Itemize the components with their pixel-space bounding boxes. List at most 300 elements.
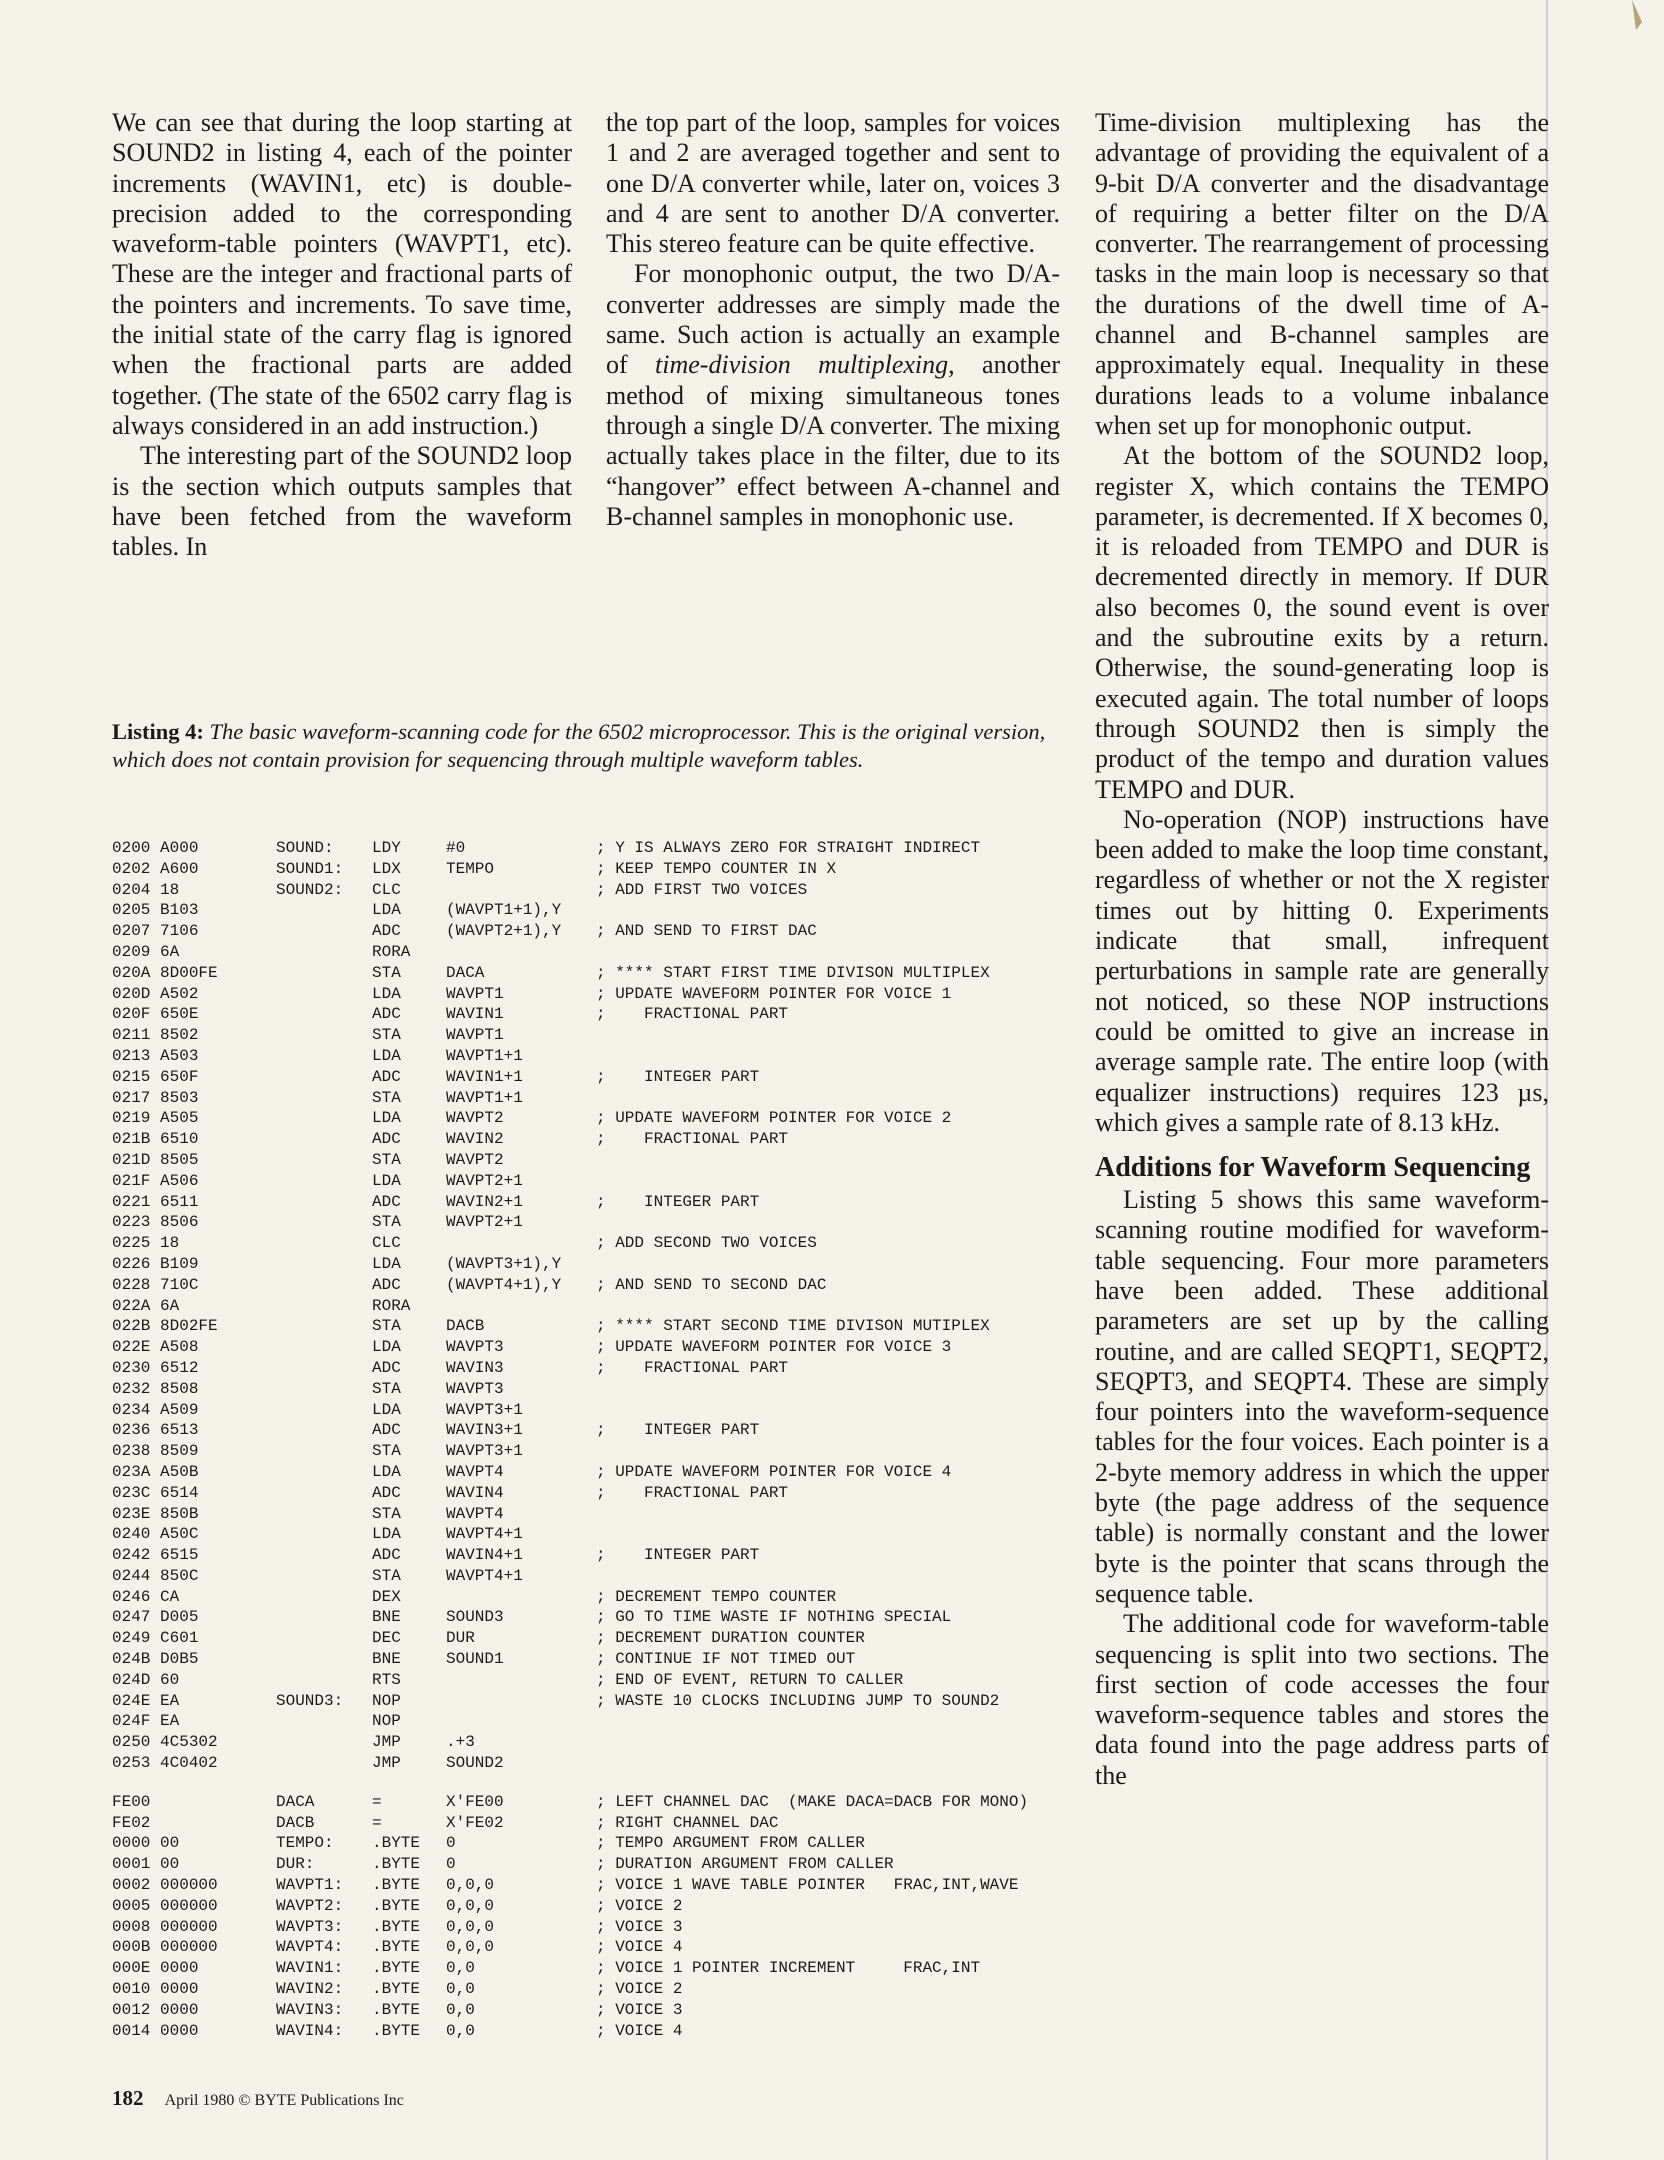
code-comment: ; FRACTIONAL PART xyxy=(596,1358,789,1377)
code-comment: ; UPDATE WAVEFORM POINTER FOR VOICE 4 xyxy=(596,1462,952,1481)
code-label: SOUND: xyxy=(276,839,334,857)
code-label xyxy=(276,1275,372,1296)
page-corner-mark xyxy=(1620,0,1664,60)
code-address: 0223 8506 xyxy=(112,1213,199,1232)
text-column-1 xyxy=(112,108,572,562)
code-line xyxy=(112,1833,1072,1854)
code-operand: WAVPT3+1 xyxy=(446,1400,523,1419)
code-comment: ; KEEP TEMPO COUNTER IN X xyxy=(596,859,837,878)
code-label: WAVPT4: xyxy=(276,1938,344,1957)
code-label xyxy=(276,1025,372,1046)
code-label: WAVPT3: xyxy=(276,1917,344,1936)
code-opcode: LDA xyxy=(372,901,401,920)
code-comment: ; AND SEND TO FIRST DAC xyxy=(596,922,817,941)
code-line xyxy=(112,1691,1072,1712)
code-line xyxy=(112,1233,1072,1254)
code-operand: WAVIN1 xyxy=(446,1005,504,1024)
code-label xyxy=(276,1316,372,1337)
code-line xyxy=(112,1337,1072,1358)
code-address: 0234 A509 xyxy=(112,1400,199,1419)
code-address: 0253 4C0402 xyxy=(112,1754,218,1773)
code-label xyxy=(276,984,372,1005)
code-comment xyxy=(596,1046,1072,1067)
code-label xyxy=(276,1233,372,1254)
code-comment: ; AND SEND TO SECOND DAC xyxy=(596,1275,827,1294)
code-opcode: LDA xyxy=(372,1525,401,1544)
code-operand: WAVIN3 xyxy=(446,1358,504,1377)
code-line xyxy=(112,1088,1072,1109)
code-line xyxy=(112,1108,1072,1129)
code-label: DACA xyxy=(276,1792,315,1811)
code-line xyxy=(112,1566,1072,1587)
code-line xyxy=(112,1275,1072,1296)
code-label: SOUND3: xyxy=(276,1691,344,1710)
code-address: 0240 A50C xyxy=(112,1525,199,1544)
code-opcode: CLC xyxy=(372,1234,401,1253)
code-line xyxy=(112,1129,1072,1150)
code-line xyxy=(112,1025,1072,1046)
code-line xyxy=(112,984,1072,1005)
code-operand: WAVPT2+1 xyxy=(446,1171,523,1190)
code-operand: WAVPT3 xyxy=(446,1338,504,1357)
code-line xyxy=(112,1379,1072,1400)
code-comment: ; FRACTIONAL PART xyxy=(596,1005,789,1024)
code-operand: WAVPT3 xyxy=(446,1379,504,1398)
code-address: 023A A50B xyxy=(112,1462,199,1481)
code-address: FE00 xyxy=(112,1792,151,1811)
code-line xyxy=(112,1441,1072,1462)
code-line xyxy=(112,1649,1072,1670)
code-label xyxy=(276,1067,372,1088)
code-label xyxy=(276,1649,372,1670)
code-address: 0244 850C xyxy=(112,1566,199,1585)
code-opcode: STA xyxy=(372,1213,401,1232)
code-line xyxy=(112,1504,1072,1525)
code-line xyxy=(112,942,1072,963)
code-address: 0010 0000 xyxy=(112,1980,199,1999)
code-operand: WAVIN2+1 xyxy=(446,1192,523,1211)
code-label: DUR: xyxy=(276,1855,315,1874)
code-opcode: LDA xyxy=(372,1046,401,1065)
paragraph xyxy=(606,259,1060,532)
code-operand: WAVPT4+1 xyxy=(446,1566,523,1585)
code-comment: ; VOICE 1 WAVE TABLE POINTER FRAC,INT,WAVE xyxy=(596,1876,1019,1895)
code-address: 0200 A000 xyxy=(112,839,199,857)
code-label xyxy=(276,1607,372,1628)
code-opcode: CLC xyxy=(372,880,401,899)
code-operand: 0,0 xyxy=(446,1980,475,1999)
code-label: WAVIN2: xyxy=(276,1980,344,1999)
caption-label: Listing 4: xyxy=(112,719,204,744)
code-comment xyxy=(596,1400,1072,1421)
code-comment: ; DECREMENT DURATION COUNTER xyxy=(596,1629,865,1648)
code-opcode: DEC xyxy=(372,1629,401,1648)
code-comment: ; UPDATE WAVEFORM POINTER FOR VOICE 1 xyxy=(596,984,952,1003)
code-label xyxy=(276,1088,372,1109)
code-opcode: STA xyxy=(372,1379,401,1398)
code-comment: ; UPDATE WAVEFORM POINTER FOR VOICE 3 xyxy=(596,1338,952,1357)
code-address: 024B D0B5 xyxy=(112,1650,199,1669)
code-address: 021D 8505 xyxy=(112,1150,199,1169)
code-label xyxy=(276,1212,372,1233)
code-label xyxy=(276,921,372,942)
code-address: 000E 0000 xyxy=(112,1959,199,1978)
text-run: For monophonic output, the two D/A-converter addresses are simply made the same. Such action is actually an example of xyxy=(606,259,1060,380)
code-opcode: .BYTE xyxy=(372,1834,421,1853)
code-opcode: JMP xyxy=(372,1754,401,1773)
code-line xyxy=(112,1192,1072,1213)
code-label xyxy=(276,1711,372,1732)
code-operand: X'FE02 xyxy=(446,1813,504,1832)
code-comment: ; VOICE 3 xyxy=(596,1917,683,1936)
code-opcode: .BYTE xyxy=(372,1938,421,1957)
code-label: WAVPT1: xyxy=(276,1876,344,1895)
code-operand: SOUND2 xyxy=(446,1754,504,1773)
code-operand: 0,0,0 xyxy=(446,1876,495,1895)
code-address: 0219 A505 xyxy=(112,1109,199,1128)
code-line xyxy=(112,838,1072,859)
code-label xyxy=(276,1296,372,1317)
footer-credit: April 1980 © BYTE Publications Inc xyxy=(164,2092,404,2109)
code-address: 0230 6512 xyxy=(112,1358,199,1377)
code-operand: WAVPT2+1 xyxy=(446,1213,523,1232)
paragraph: We can see that during the loop starting at SOUND2 in listing 4, each of the pointer increments (WAVIN1, etc) is double-precision added to the corresponding waveform-table pointers (WAVPT1, etc). These are the integer and fractional parts of the pointers and increments. To save time, the initial state of the carry flag is ignored when the fractional parts are added together. (The state of the 6502 carry flag is always considered in an add instruction.) xyxy=(112,108,572,440)
code-label xyxy=(276,1192,372,1213)
code-address: 0213 A503 xyxy=(112,1046,199,1065)
code-label: WAVIN1: xyxy=(276,1959,344,1978)
code-operand: WAVIN1+1 xyxy=(446,1067,523,1086)
code-comment: ; VOICE 1 POINTER INCREMENT FRAC,INT xyxy=(596,1959,981,1978)
code-line xyxy=(112,1420,1072,1441)
code-label xyxy=(276,1441,372,1462)
code-opcode: ADC xyxy=(372,1358,401,1377)
code-label: SOUND2: xyxy=(276,880,344,899)
code-comment: ; VOICE 2 xyxy=(596,1980,683,1999)
code-operand: DUR xyxy=(446,1629,475,1648)
code-opcode: RORA xyxy=(372,1296,411,1315)
code-operand: TEMPO xyxy=(446,859,495,878)
code-opcode: LDY xyxy=(372,839,401,857)
code-comment xyxy=(596,1296,1072,1317)
code-label xyxy=(276,1628,372,1649)
code-comment: ; VOICE 3 xyxy=(596,2000,683,2019)
code-opcode: .BYTE xyxy=(372,1980,421,1999)
code-line xyxy=(112,1296,1072,1317)
code-operand: (WAVPT3+1),Y xyxy=(446,1254,562,1273)
code-address: 0226 B109 xyxy=(112,1254,199,1273)
code-address: 023E 850B xyxy=(112,1504,199,1523)
code-comment: ; **** START FIRST TIME DIVISON MULTIPLEX xyxy=(596,963,990,982)
text-run: , another method of mixing simultaneous tones through a single D/A converter. The mixing actually takes place in the filter, due to its “hangover” effect between A-channel and B-channel samples in monophonic use. xyxy=(606,350,1060,531)
code-operand: WAVIN2 xyxy=(446,1130,504,1149)
code-operand: WAVIN3+1 xyxy=(446,1421,523,1440)
code-label xyxy=(276,1108,372,1129)
code-label: WAVPT2: xyxy=(276,1896,344,1915)
code-opcode: LDA xyxy=(372,1171,401,1190)
code-label xyxy=(276,1046,372,1067)
code-operand: SOUND1 xyxy=(446,1650,504,1669)
code-operand: 0,0,0 xyxy=(446,1896,495,1915)
code-opcode: BNE xyxy=(372,1608,401,1627)
code-line xyxy=(112,1979,1072,2000)
code-address: 0000 00 xyxy=(112,1834,180,1853)
code-label: TEMPO: xyxy=(276,1834,334,1853)
code-comment: ; VOICE 4 xyxy=(596,2021,683,2040)
code-opcode: JMP xyxy=(372,1733,401,1752)
code-operand xyxy=(446,942,596,963)
code-comment: ; INTEGER PART xyxy=(596,1192,760,1211)
code-label xyxy=(276,1129,372,1150)
code-operand: 0,0 xyxy=(446,2000,475,2019)
code-operand xyxy=(446,880,596,901)
code-operand: WAVPT3+1 xyxy=(446,1442,523,1461)
code-opcode: LDA xyxy=(372,984,401,1003)
code-label xyxy=(276,900,372,921)
code-comment xyxy=(596,1732,1072,1753)
code-address: 0211 8502 xyxy=(112,1026,199,1045)
code-line xyxy=(112,1607,1072,1628)
code-operand: 0,0 xyxy=(446,1959,475,1978)
code-label xyxy=(276,1732,372,1753)
code-comment: ; UPDATE WAVEFORM POINTER FOR VOICE 2 xyxy=(596,1109,952,1128)
code-line xyxy=(112,859,1072,880)
code-comment: ; VOICE 4 xyxy=(596,1938,683,1957)
code-line xyxy=(112,900,1072,921)
code-address: 024F EA xyxy=(112,1712,180,1731)
code-opcode: ADC xyxy=(372,1130,401,1149)
code-opcode: .BYTE xyxy=(372,1876,421,1895)
code-line xyxy=(112,1358,1072,1379)
code-comment: ; TEMPO ARGUMENT FROM CALLER xyxy=(596,1834,865,1853)
code-address: 0236 6513 xyxy=(112,1421,199,1440)
code-opcode: ADC xyxy=(372,1546,401,1565)
code-opcode: .BYTE xyxy=(372,1959,421,1978)
code-comment xyxy=(596,1753,1072,1774)
paragraph: The additional code for waveform-table sequencing is split into two sections. The first section of code accesses the four waveform-sequence tables and stores the data found into the page address parts of the xyxy=(1095,1609,1549,1790)
code-line xyxy=(112,2000,1072,2021)
code-comment: ; DECREMENT TEMPO COUNTER xyxy=(596,1587,837,1606)
code-comment xyxy=(596,1504,1072,1525)
code-operand: .+3 xyxy=(446,1733,475,1752)
code-address: 0250 4C5302 xyxy=(112,1733,218,1752)
code-operand: 0 xyxy=(446,1855,456,1874)
code-operand: WAVPT2 xyxy=(446,1150,504,1169)
code-opcode: LDX xyxy=(372,859,401,878)
code-label xyxy=(276,942,372,963)
code-opcode: .BYTE xyxy=(372,1855,421,1874)
code-label: WAVIN4: xyxy=(276,2021,344,2040)
code-address: 022A 6A xyxy=(112,1296,180,1315)
code-comment: ; INTEGER PART xyxy=(596,1067,760,1086)
code-address: 0207 7106 xyxy=(112,922,199,941)
code-line xyxy=(112,1958,1072,1979)
code-comment xyxy=(596,1566,1072,1587)
code-opcode: .BYTE xyxy=(372,2000,421,2019)
code-comment xyxy=(596,1441,1072,1462)
code-opcode: NOP xyxy=(372,1712,401,1731)
code-address: 0209 6A xyxy=(112,942,180,961)
code-address: 023C 6514 xyxy=(112,1483,199,1502)
code-comment xyxy=(596,1150,1072,1171)
code-operand: 0 xyxy=(446,1834,456,1853)
code-line xyxy=(112,1462,1072,1483)
code-comment xyxy=(596,1171,1072,1192)
code-operand: 0,0 xyxy=(446,2021,475,2040)
code-operand xyxy=(446,1296,596,1317)
paragraph: At the bottom of the SOUND2 loop, register X, which contains the TEMPO parameter, is decremented. If X becomes 0, it is reloaded from TEMPO and DUR is decremented directly in memory. If DUR also becomes 0, the sound event is over and the subroutine exits by a return. Otherwise, the sound-generating loop is executed again. The total number of loops through SOUND2 then is simply the product of the tempo and duration values TEMPO and DUR. xyxy=(1095,441,1549,804)
code-address: FE02 xyxy=(112,1813,151,1832)
code-comment: ; ADD SECOND TWO VOICES xyxy=(596,1234,817,1253)
page-footer xyxy=(112,2086,404,2111)
code-line xyxy=(112,1917,1072,1938)
code-label xyxy=(276,1566,372,1587)
code-label: DACB xyxy=(276,1813,315,1832)
code-opcode: .BYTE xyxy=(372,2021,421,2040)
code-comment: ; FRACTIONAL PART xyxy=(596,1483,789,1502)
code-address: 0225 18 xyxy=(112,1234,180,1253)
code-comment: ; RIGHT CHANNEL DAC xyxy=(596,1813,779,1832)
code-operand xyxy=(446,1670,596,1691)
code-line xyxy=(112,1171,1072,1192)
code-address: 0238 8509 xyxy=(112,1442,199,1461)
code-label xyxy=(276,1524,372,1545)
code-comment: ; FRACTIONAL PART xyxy=(596,1130,789,1149)
paragraph: The interesting part of the SOUND2 loop is the section which outputs samples that have been fetched from the waveform tables. In xyxy=(112,441,572,562)
code-line xyxy=(112,1587,1072,1608)
code-address: 0249 C601 xyxy=(112,1629,199,1648)
section-heading: Additions for Waveform Sequencing xyxy=(1095,1152,1531,1184)
code-operand xyxy=(446,1711,596,1732)
code-operand xyxy=(446,1587,596,1608)
page-number: 182 xyxy=(112,2086,144,2110)
code-address: 0247 D005 xyxy=(112,1608,199,1627)
code-label xyxy=(276,1420,372,1441)
code-operand: WAVIN4 xyxy=(446,1483,504,1502)
code-address: 0008 000000 xyxy=(112,1917,218,1936)
code-address: 0221 6511 xyxy=(112,1192,199,1211)
code-address: 020A 8D00FE xyxy=(112,963,218,982)
code-line xyxy=(112,1316,1072,1337)
code-label xyxy=(276,1337,372,1358)
code-address: 0204 18 xyxy=(112,880,180,899)
code-line xyxy=(112,880,1072,901)
code-comment xyxy=(596,900,1072,921)
code-comment: ; CONTINUE IF NOT TIMED OUT xyxy=(596,1650,856,1669)
code-address: 022B 8D02FE xyxy=(112,1317,218,1336)
code-line xyxy=(112,1896,1072,1917)
code-line xyxy=(112,1732,1072,1753)
code-label xyxy=(276,1504,372,1525)
code-operand: #0 xyxy=(446,839,466,857)
code-comment xyxy=(596,1025,1072,1046)
code-address: 020D A502 xyxy=(112,984,199,1003)
code-label xyxy=(276,1587,372,1608)
code-address: 000B 000000 xyxy=(112,1938,218,1957)
code-comment xyxy=(596,1254,1072,1275)
code-opcode: STA xyxy=(372,1504,401,1523)
code-address: 0012 0000 xyxy=(112,2000,199,2019)
text-column-2 xyxy=(606,108,1060,532)
code-comment: ; GO TO TIME WASTE IF NOTHING SPECIAL xyxy=(596,1608,952,1627)
code-line xyxy=(112,1545,1072,1566)
code-comment: ; DURATION ARGUMENT FROM CALLER xyxy=(596,1855,894,1874)
code-operand: WAVPT1+1 xyxy=(446,1046,523,1065)
paragraph: the top part of the loop, samples for voices 1 and 2 are averaged together and sent to one D/A converter while, later on, voices 3 and 4 are sent to another D/A converter. This stereo feature can be quite effective. xyxy=(606,108,1060,259)
code-comment xyxy=(596,1524,1072,1545)
code-line xyxy=(112,1753,1072,1774)
code-address: 024E EA xyxy=(112,1691,180,1710)
code-opcode: LDA xyxy=(372,1109,401,1128)
code-comment: ; INTEGER PART xyxy=(596,1546,760,1565)
code-operand: WAVPT4 xyxy=(446,1462,504,1481)
paragraph: Time-division multiplexing has the advantage of providing the equivalent of a 9-bit D/A converter and the disadvantage of requiring a better filter on the D/A converter. The rearrangement of processing tasks in the main loop is necessary so that the durations of the dwell time of A-channel and B-channel samples are approximately equal. Inequality in these durations leads to a volume inbalance when set up for monophonic output. xyxy=(1095,108,1549,440)
code-label xyxy=(276,1171,372,1192)
code-comment xyxy=(596,1088,1072,1109)
code-operand: WAVPT4+1 xyxy=(446,1525,523,1544)
code-line xyxy=(112,1004,1072,1025)
code-address: 0002 000000 xyxy=(112,1876,218,1895)
code-line xyxy=(112,1400,1072,1421)
code-operand: 0,0,0 xyxy=(446,1938,495,1957)
code-line xyxy=(112,1046,1072,1067)
code-address: 0228 710C xyxy=(112,1275,199,1294)
code-opcode: LDA xyxy=(372,1338,401,1357)
code-line xyxy=(112,1524,1072,1545)
code-address: 021F A506 xyxy=(112,1171,199,1190)
code-address: 0014 0000 xyxy=(112,2021,199,2040)
code-listing xyxy=(112,838,1072,2041)
code-line xyxy=(112,1670,1072,1691)
code-operand: WAVIN4+1 xyxy=(446,1546,523,1565)
code-opcode: STA xyxy=(372,1088,401,1107)
code-label xyxy=(276,1483,372,1504)
code-comment xyxy=(596,1379,1072,1400)
code-line xyxy=(112,1813,1072,1834)
code-comment: ; VOICE 2 xyxy=(596,1896,683,1915)
code-address: 021B 6510 xyxy=(112,1130,199,1149)
code-opcode: STA xyxy=(372,1150,401,1169)
listing-caption xyxy=(112,718,1062,774)
code-label: SOUND1: xyxy=(276,859,344,878)
code-label xyxy=(276,1379,372,1400)
code-address: 020F 650E xyxy=(112,1005,199,1024)
code-comment: ; LEFT CHANNEL DAC (MAKE DACA=DACB FOR MONO) xyxy=(596,1792,1029,1811)
code-comment: ; Y IS ALWAYS ZERO FOR STRAIGHT INDIRECT xyxy=(596,839,981,857)
code-operand: WAVPT1 xyxy=(446,1026,504,1045)
code-label: WAVIN3: xyxy=(276,2000,344,2019)
paragraph: No-operation (NOP) instructions have been added to make the loop time constant, regardless of whether or not the X register times out by hitting 0. Experiments indicate that small, infrequent perturbations in sample rate are generally not noticed, so these NOP instructions could be omitted to give an increase in average sample rate. The entire loop (with equalizer instructions) requires 123 µs, which gives a sample rate of 8.13 kHz. xyxy=(1095,804,1549,1137)
code-operand: DACA xyxy=(446,963,485,982)
code-label xyxy=(276,1150,372,1171)
code-label xyxy=(276,963,372,984)
code-line xyxy=(112,963,1072,984)
code-opcode: .BYTE xyxy=(372,1896,421,1915)
code-address: 024D 60 xyxy=(112,1670,180,1689)
code-line xyxy=(112,1483,1072,1504)
code-operand: SOUND3 xyxy=(446,1608,504,1627)
code-opcode: RORA xyxy=(372,942,411,961)
code-line xyxy=(112,1792,1072,1813)
emphasis-term: time-division multiplexing xyxy=(655,350,949,380)
code-operand: (WAVPT1+1),Y xyxy=(446,901,562,920)
code-opcode: STA xyxy=(372,963,401,982)
code-operand: WAVPT1 xyxy=(446,984,504,1003)
code-opcode: ADC xyxy=(372,1483,401,1502)
code-opcode: RTS xyxy=(372,1670,401,1689)
code-label xyxy=(276,1462,372,1483)
code-address: 0202 A600 xyxy=(112,859,199,878)
code-line xyxy=(112,1628,1072,1649)
